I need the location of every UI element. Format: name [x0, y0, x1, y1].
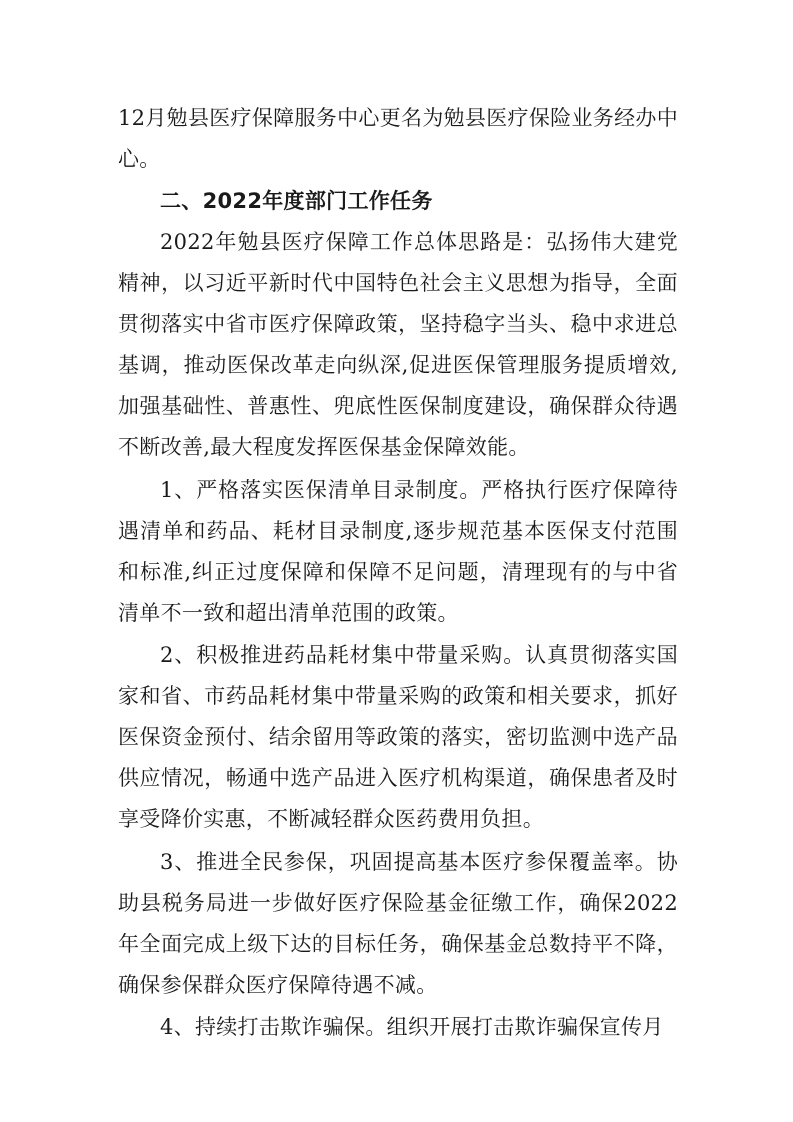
task-item-3: 3、推进全民参保，巩固提高基本医疗参保覆盖率。协助县税务局进一步做好医疗保险基金征缴工作，确保2022年全面完成上级下达的目标任务，确保基金总数持平不降，确保参保群众医疗保障待遇不减。 [118, 850, 678, 997]
intro-paragraph: 2022年勉县医疗保障工作总体思路是：弘扬伟大建党精神，以习近平新时代中国特色社会主义思想为指导，全面贯彻落实中省市医疗保障政策，坚持稳字当头、稳中求进总基调，推动医保改革走向纵深,促进医保管理服务提质增效,加强基础性、普惠性、兜底性医保制度建设，确保群众待遇不断改善,最大程度发挥医保基金保障效能。 [118, 230, 678, 459]
task-item-2: 2、积极推进药品耗材集中带量采购。认真贯彻落实国家和省、市药品耗材集中带量采购的政策和相关要求，抓好医保资金预付、结余留用等政策的落实，密切监测中选产品供应情况，畅通中选产品进入医疗机构渠道，确保患者及时享受降价实惠，不断减轻群众医药费用负担。 [118, 643, 678, 831]
task-item-4: 4、持续打击欺诈骗保。组织开展打击欺诈骗保宣传月 [160, 1015, 664, 1039]
continuation-paragraph: 12月勉县医疗保障服务中心更名为勉县医疗保险业务经办中心。 [118, 106, 678, 171]
section-heading: 二、2022年度部门工作任务 [160, 189, 433, 213]
task-item-1: 1、严格落实医保清单目录制度。严格执行医疗保障待遇清单和药品、耗材目录制度,逐步规范基本医保支付范围和标准,纠正过度保障和保障不足问题，清理现有的与中省清单不一致和超出清单范围的政策。 [118, 478, 678, 625]
